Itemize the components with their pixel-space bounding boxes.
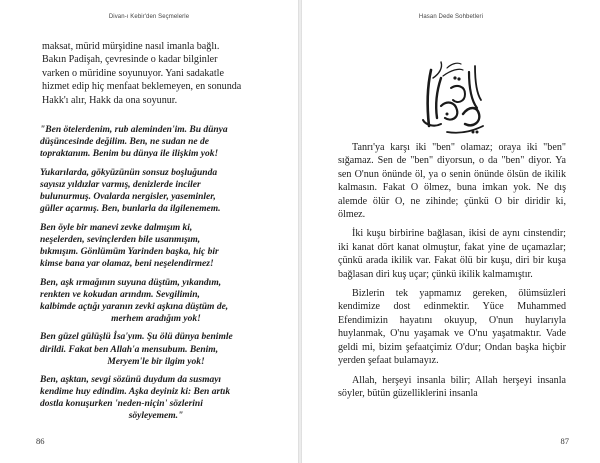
paragraph-line: varken o müridine soyunuyor. Yani sadakatle: [42, 67, 224, 79]
right-running-head: Hasan Dede Sohbetleri: [418, 14, 484, 20]
poem-line: Yukarılarda, gökyüzünün sonsuz boşluğunda: [40, 167, 218, 178]
poem-line: merhem aradığım yok!: [111, 313, 201, 324]
poem-line: Ben, aşk ırmağının suyuna düştüm, yıkandım,: [40, 277, 222, 288]
poem-line: Meryem'le bir ilgim yok!: [107, 356, 205, 367]
body-paragraph: Bizlerin tek yapmamız gereken, ölümsüzleri kendimize dost edinmektir. Yüce Muhammed Efendimizin hayatını okuyup, O'nun huylarıyla huylanmak, O'nu yaşamak ve O'nu yaşatmaktır. Vade geldi mi, bizim şefaatçimiz O'dur; Ondan başka hiçbir yerden şefaat bulamayız.: [338, 288, 566, 367]
poem-line: renkten ve kokudan arındım. Sevgilimin,: [40, 289, 200, 300]
paragraph-line: hizmet edip hiç menfaat beklemeyen, en sonunda: [42, 81, 242, 93]
right-body-text: [338, 141, 566, 406]
poem-line: söyleyemem.": [128, 411, 184, 422]
paragraph-line: maksat, mürid mürşidine nasıl imanla bağlı.: [42, 41, 220, 52]
poem-line: bulunurmuş. Ovalarda nergisler, yaseminler,: [40, 191, 216, 202]
left-paragraph: [42, 40, 270, 107]
poem-line: "Ben ötelerdenim, rub aleminden'im. Bu dünya: [40, 125, 228, 135]
paragraph-line: Bakın Padişah, çevresinde o kadar bilginler: [42, 54, 218, 66]
body-paragraph: Tanrı'ya karşı iki "ben" olamaz; oraya iki "ben" sığamaz. Sen de "ben" diyorsun, o da "ben" diyor. Ya sen O'nun önünde öl, ya o senin önünde ölsün de ikilik kalmasın. Fakat O ölmez, buna imkan yok. Ne dış alemde ölür O, ne zihinde; çünkü O bir diridir ki, ölmez.: [338, 142, 566, 221]
poem-stanza: [40, 222, 272, 270]
poem-quote: [40, 124, 272, 429]
poem-line: güller açarmış. Ben, bunlarla da ilgilenemem.: [40, 204, 221, 215]
poem-line: düşüncesinde değilim. Ben, ne sudan ne de: [40, 137, 209, 148]
right-page: [302, 0, 600, 463]
paragraph-line: Hakk'ı alır, Hakk da ona soyunur.: [42, 94, 178, 106]
body-paragraph: Allah, herşeyi insanla bilir; Allah herşeyi insanla söyler, bütün güzelliklerini insanla: [338, 374, 566, 399]
poem-stanza: [40, 331, 272, 367]
poem-line: kalbimde açtığı yaranın zevki aşkına düştüm de,: [40, 301, 229, 312]
poem-line: topraktanım. Benim bu dünya ile ilişkim yok!: [40, 149, 219, 160]
left-page-number: 86: [36, 436, 45, 446]
poem-line: dirildi. Fakat ben Allah'a mensubum. Benim,: [40, 344, 219, 355]
poem-stanza: [40, 124, 272, 160]
poem-line: bıkmışım. Gönlümüm Yarinden başka, hiç bir: [40, 246, 219, 257]
poem-line: kimse bana yar olamaz, beni neşelendirmez!: [40, 258, 214, 269]
poem-stanza: [40, 374, 272, 422]
poem-line: Ben, aşktan, sevgi sözünü duydum da susmayı: [40, 375, 222, 386]
poem-line: sayısız yıldızlar varmış, denizlerde inciler: [40, 179, 201, 190]
poem-line: dostla konuşurken 'neden-niçin' sözlerini: [40, 399, 203, 410]
poem-line: neşelerden, sevinçlerden bile usanmışım,: [40, 234, 201, 245]
poem-line: Ben güzel gülüşlü İsa'yım. Şu ölü dünya benimle: [40, 332, 233, 343]
left-page: [0, 0, 298, 463]
calligraphy-emblem-icon: [407, 48, 497, 138]
right-page-number: 87: [560, 436, 569, 446]
poem-stanza: [40, 167, 272, 215]
body-paragraph: İki kuşu birbirine bağlasan, ikisi de aynı cinstendir; iki kanat dört kanat olmuştur, fakat yine de uçamazlar; çünkü arada ikilik var. Fakat ölü bir kuşu, diri bir kuşa bağlasan diri kuş uçar; çünkü ikilik kalmamıştır.: [338, 228, 566, 280]
poem-stanza: [40, 277, 272, 325]
left-running-head: Divan-ı Kebir'den Seçmelerle: [108, 14, 190, 20]
poem-line: Ben öyle bir manevi zevke dalmışım ki,: [40, 222, 193, 233]
poem-line: kendime huy edindim. Aşka deyiniz ki: Ben artık: [40, 387, 231, 398]
